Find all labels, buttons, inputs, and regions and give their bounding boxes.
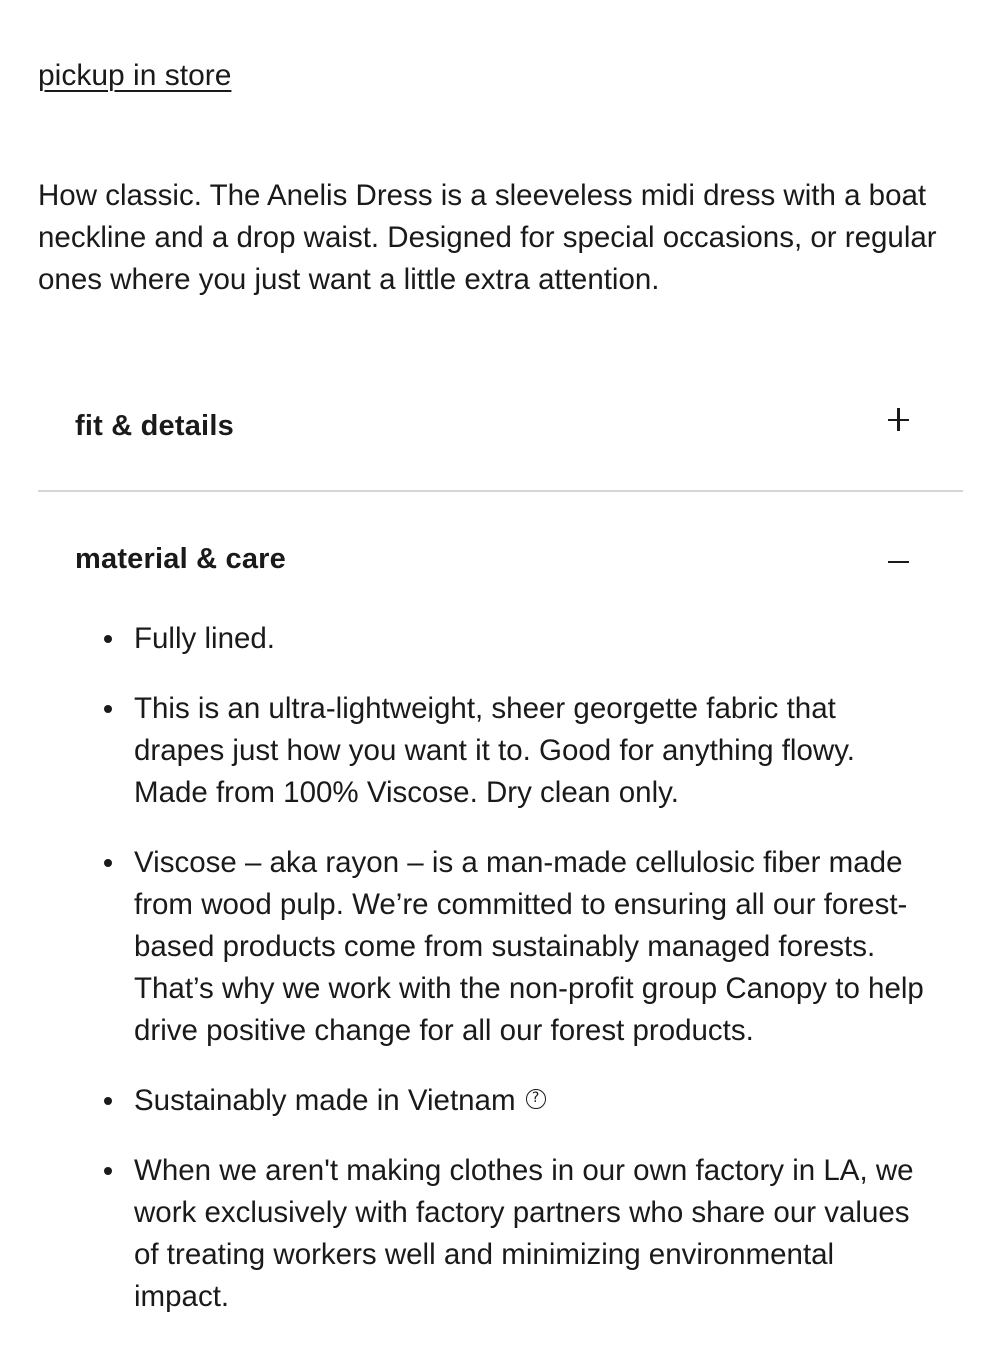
list-item-text: Fully lined.	[134, 622, 276, 655]
list-item	[134, 1150, 924, 1318]
bullet-icon	[104, 635, 112, 643]
plus-icon[interactable]	[887, 408, 911, 432]
material-care-list	[134, 618, 924, 1346]
pickup-in-store-link[interactable]: pickup in store	[38, 59, 232, 92]
list-item-text: When we aren't making clothes in our own factory in LA, we work exclusively with factory partners who share our values of treating workers well and minimizing environmental impact.	[134, 1154, 914, 1313]
list-item-text: Sustainably made in Vietnam	[134, 1084, 516, 1117]
accordion-material-care	[38, 525, 963, 595]
minus-icon[interactable]	[887, 541, 911, 565]
accordion-title-material-care: material & care	[75, 543, 286, 575]
list-item-text: This is an ultra-lightweight, sheer georgette fabric that drapes just how you want it to. Good for anything flowy. Made from 100% Viscose. Dry clean only.	[134, 692, 855, 809]
list-item-text: Viscose – aka rayon – is a man-made cellulosic fiber made from wood pulp. We’re committed to ensuring all our forest-based products come from sustainably managed forests. That’s why we work with the non-profit group Canopy to help drive positive change for all our forest products.	[134, 846, 924, 1047]
accordion-divider	[38, 490, 963, 492]
list-item	[134, 688, 924, 814]
bullet-icon	[104, 705, 112, 713]
product-description: How classic. The Anelis Dress is a sleeveless midi dress with a boat neckline and a drop waist. Designed for special occasions, or regular ones where you just want a little extra attention.	[38, 179, 937, 296]
list-item	[134, 618, 924, 660]
list-item	[134, 1080, 924, 1122]
accordion-fit-details	[38, 392, 963, 462]
help-icon[interactable]: ?	[526, 1089, 546, 1109]
accordion-header-fit-details[interactable]	[38, 392, 963, 462]
bullet-icon	[104, 1097, 112, 1105]
list-item	[134, 842, 924, 1052]
minus-icon-bar	[888, 561, 909, 563]
accordion-header-material-care[interactable]	[38, 525, 963, 595]
bullet-icon	[104, 859, 112, 867]
accordion-title-fit-details: fit & details	[75, 410, 234, 442]
bullet-icon	[104, 1167, 112, 1175]
plus-icon-vertical-bar	[897, 408, 899, 431]
